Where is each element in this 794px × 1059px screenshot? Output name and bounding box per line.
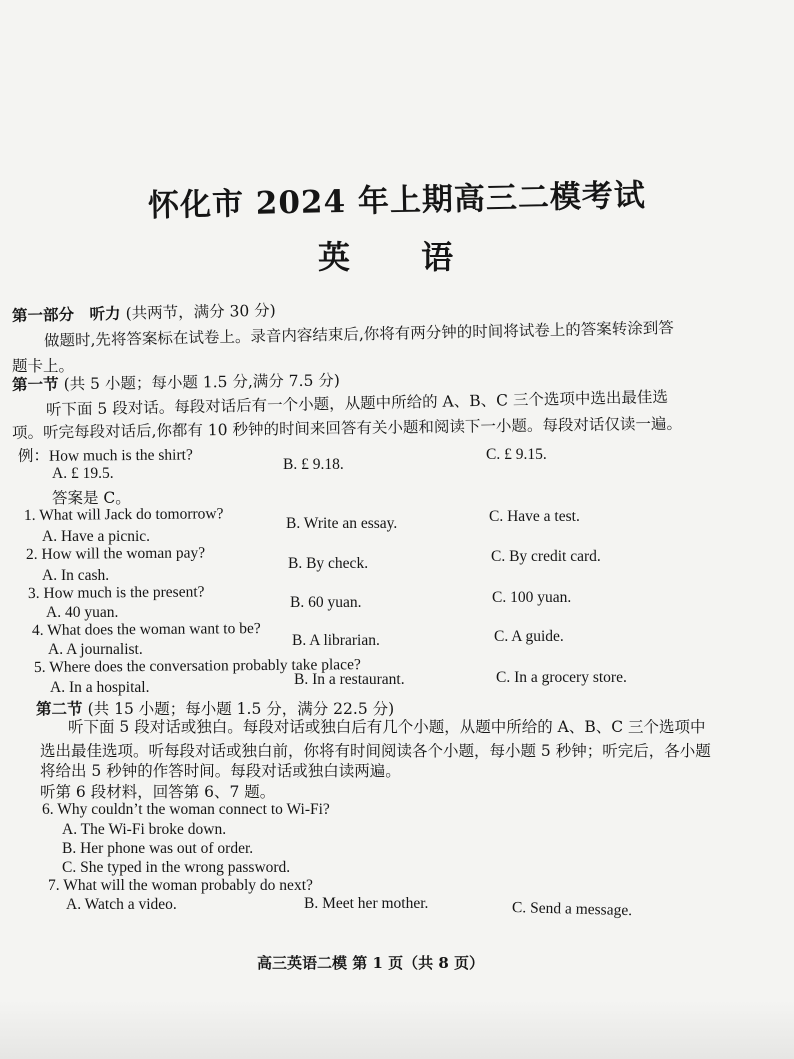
- question-4: 4. What does the woman want to be?: [31, 620, 261, 639]
- section1-heading-note: (共 5 小题；每小题 1.5 分,满分 7.5 分): [63, 371, 340, 394]
- question-2: 2. How will the woman pay?: [25, 544, 206, 563]
- q7-option-a: A. Watch a video.: [66, 896, 177, 913]
- exam-title: 怀化市 2024 年上期高三二模考试: [147, 177, 647, 224]
- q1-option-b: B. Write an essay.: [286, 515, 398, 532]
- q1-option-c: C. Have a test.: [489, 508, 580, 525]
- section1-heading: 第一节: [11, 374, 59, 394]
- q2-option-a: A. In cash.: [42, 567, 110, 584]
- section2-instruction-line1: 听下面 5 段对话或独白。每段对话或独白后有几个小题，从题中所给的 A、B、C 三个选项中: [68, 718, 706, 736]
- example-answer: 答案是 C。: [52, 489, 131, 507]
- q3-option-c: C. 100 yuan.: [492, 589, 572, 606]
- example-option-b: B. £ 9.18.: [283, 456, 344, 473]
- q6-option-b: B. Her phone was out of order.: [62, 840, 254, 857]
- part1-instruction-line1: 做题时,先将答案标在试卷上。录音内容结束后,你将有两分钟的时间将试卷上的答案转涂到答: [43, 318, 674, 350]
- part1-heading-row: [12, 298, 276, 326]
- example-option-a: A. £ 19.5.: [52, 465, 114, 482]
- part1-heading: 第一部分 听力: [11, 303, 121, 325]
- question-5: 5. Where does the conversation probably take place?: [33, 656, 361, 676]
- q3-option-b: B. 60 yuan.: [290, 594, 362, 611]
- question-3: 3. How much is the present?: [27, 583, 205, 602]
- q2-option-b: B. By check.: [288, 555, 369, 572]
- q7-option-b: B. Meet her mother.: [304, 895, 429, 912]
- section2-instruction-line2: 选出最佳选项。听每段对话或独白前，你将有时间阅读各个小题，每小题 5 秒钟；听完后，各小题: [40, 742, 711, 760]
- question-6: 6. Why couldn’t the woman connect to Wi-Fi?: [42, 801, 330, 818]
- q5-option-b: B. In a restaurant.: [294, 671, 405, 688]
- page-footer: 高三英语二模 第 1 页（共 8 页）: [257, 954, 484, 972]
- q5-option-c: C. In a grocery store.: [496, 669, 627, 686]
- section1-instruction-line2: 项。听完每段对话后,你都有 10 秒钟的时间来回答有关小题和阅读下一小题。每段对话仅读一遍。: [11, 414, 683, 442]
- page-bottom-edge: [0, 1000, 794, 1059]
- q5-option-a: A. In a hospital.: [50, 679, 150, 696]
- section2-instruction-line3: 将给出 5 秒钟的作答时间。每段对话或独白读两遍。: [40, 762, 401, 780]
- subject-title: 英 语: [318, 238, 484, 276]
- part1-heading-note: (共两节，满分 30 分): [125, 301, 276, 323]
- q6-option-c: C. She typed in the wrong password.: [62, 859, 291, 876]
- part1-instruction-line2: 题卡上。: [12, 357, 75, 375]
- section1-heading-row: [12, 368, 340, 395]
- section2-heading-note: (共 15 小题；每小题 1.5 分，满分 22.5 分): [87, 700, 395, 718]
- example-question: 例：How much is the shirt?: [17, 446, 193, 465]
- q4-option-a: A. A journalist.: [48, 641, 143, 658]
- q2-option-c: C. By credit card.: [491, 548, 601, 565]
- q3-option-a: A. 40 yuan.: [46, 604, 119, 621]
- q4-option-b: B. A librarian.: [292, 632, 380, 649]
- example-option-c: C. £ 9.15.: [486, 446, 547, 463]
- section2-material: 听第 6 段材料，回答第 6、7 题。: [40, 783, 276, 801]
- q4-option-c: C. A guide.: [494, 628, 564, 645]
- question-7: 7. What will the woman probably do next?: [48, 877, 313, 894]
- section2-heading: 第二节: [36, 699, 83, 718]
- question-1: 1. What will Jack do tomorrow?: [23, 505, 224, 524]
- section1-instruction-line1: 听下面 5 段对话。每段对话后有一个小题，从题中所给的 A、B、C 三个选项中选出最佳选: [45, 387, 669, 419]
- q6-option-a: A. The Wi-Fi broke down.: [62, 821, 227, 838]
- q1-option-a: A. Have a picnic.: [42, 528, 151, 545]
- q7-option-c: C. Send a message.: [511, 899, 633, 920]
